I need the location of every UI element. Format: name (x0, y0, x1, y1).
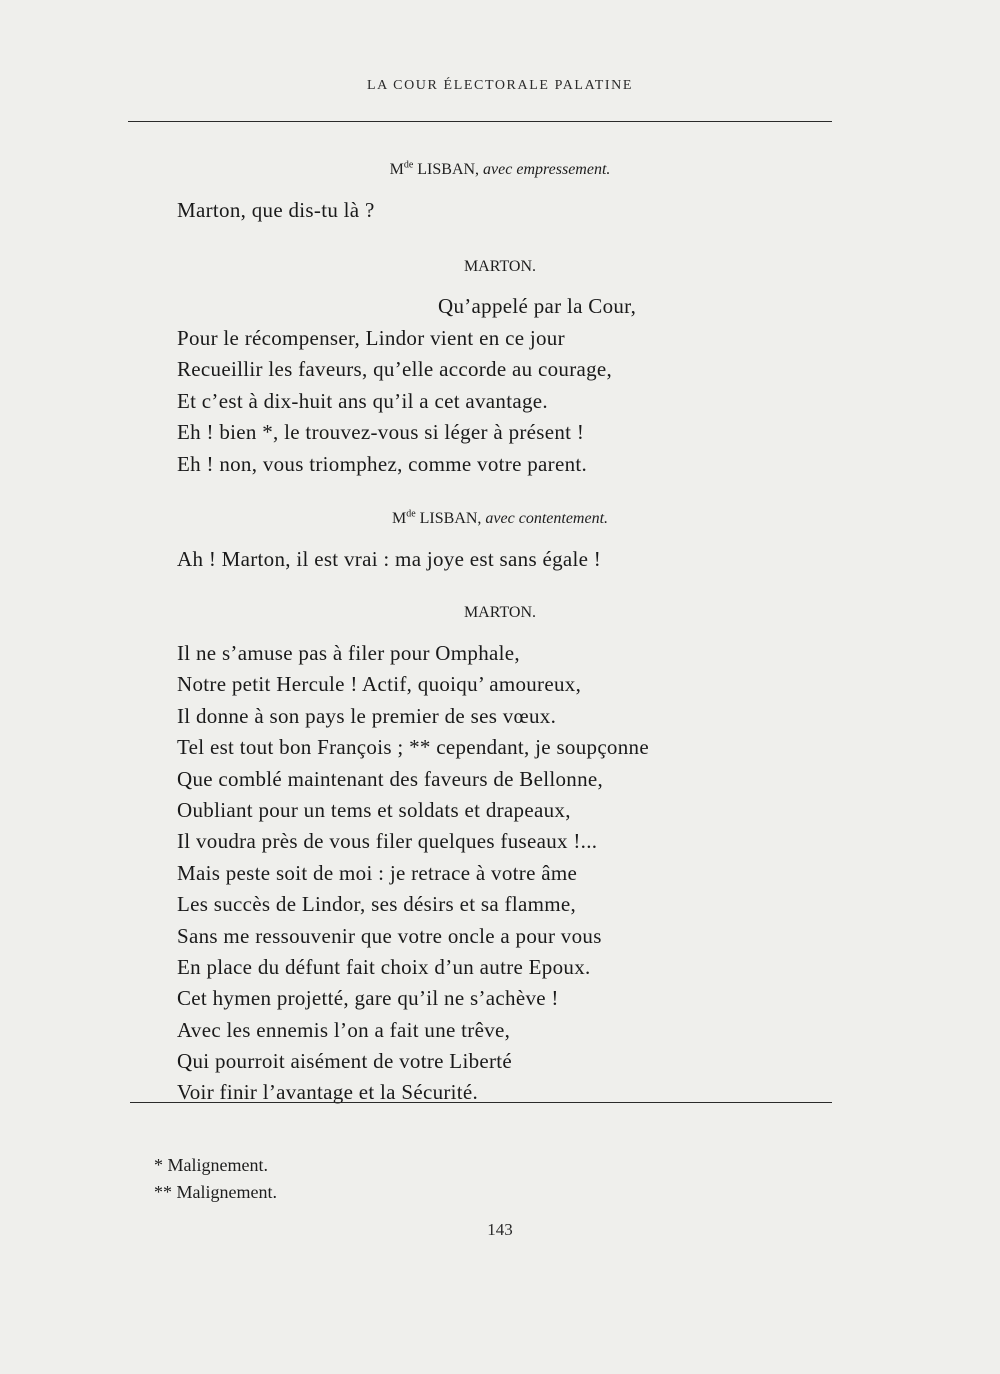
verse-line: Que comblé maintenant des faveurs de Bellonne, (177, 766, 604, 791)
verse-line: Voir finir l’avantage et la Sécurité. (177, 1080, 479, 1105)
verse-line: Pour le récompenser, Lindor vient en ce jour (177, 326, 565, 350)
verse-line: Recueillir les faveurs, qu’elle accorde au courage, (177, 357, 613, 382)
speaker-name: LISBAN, (419, 510, 482, 527)
verse-line: Avec les ennemis l’on a fait une trêve, (177, 1017, 511, 1042)
verse-line: Les succès de Lindor, ses désirs et sa flamme, (177, 892, 577, 917)
speaker-heading (0, 510, 1000, 528)
speaker-heading (0, 161, 1000, 179)
verse-line: Qui pourroit aisément de votre Liberté (177, 1049, 513, 1074)
page-number: 143 (487, 1220, 513, 1239)
footnotes (154, 1152, 277, 1206)
stage-direction: avec contentement. (485, 510, 609, 527)
verse-line: Oubliant pour un tems et soldats et drapeaux, (177, 797, 571, 822)
verse-line: En place du défunt fait choix d’un autre Epoux. (177, 954, 591, 979)
speaker-prefix-superscript: de (406, 508, 416, 520)
speaker-name: MARTON. (463, 604, 537, 621)
speaker-heading (0, 604, 1000, 622)
verse-line: Eh ! bien *, le trouvez-vous si léger à présent ! (177, 420, 585, 445)
verse-line: Il voudra près de vous filer quelques fuseaux !... (177, 829, 598, 854)
verse-line: Et c’est à dix-huit ans qu’il a cet avantage. (177, 388, 548, 413)
footnote: ** Malignement. (154, 1182, 277, 1202)
stage-direction: avec empressement. (483, 161, 611, 178)
speaker-name: LISBAN, (417, 161, 480, 178)
verse-line: Il ne s’amuse pas à filer pour Omphale, (177, 641, 520, 665)
speaker-prefix: M (391, 510, 407, 527)
verse-line: Marton, que dis-tu là ? (177, 198, 375, 222)
verse-block (177, 323, 612, 480)
speaker-name: MARTON. (463, 258, 537, 275)
verse-line: Tel est tout bon François ; ** cependant, je soupçonne (177, 735, 649, 760)
verse-line: Eh ! non, vous triomphez, comme votre parent. (177, 451, 588, 476)
header-rule (128, 121, 832, 122)
verse-line: Notre petit Hercule ! Actif, quoiqu’ amoureux, (177, 672, 582, 697)
speaker-prefix-superscript: de (403, 159, 414, 171)
verse-line: Il donne à son pays le premier de ses vœux. (177, 703, 557, 728)
verse-line: Mais peste soit de moi : je retrace à votre âme (177, 860, 578, 885)
verse-line: Cet hymen projetté, gare qu’il ne s’achève ! (177, 986, 559, 1011)
verse-block (177, 638, 649, 1109)
verse-line: Qu’appelé par la Cour, (438, 294, 637, 318)
speaker-prefix: M (389, 161, 404, 178)
running-head: LA COUR ÉLECTORALE PALATINE (366, 78, 634, 93)
footnote: * Malignement. (154, 1155, 268, 1175)
footnote-rule (130, 1102, 832, 1103)
speaker-heading (0, 258, 1000, 276)
verse-line: Sans me ressouvenir que votre oncle a pour vous (177, 923, 602, 948)
verse-line: Ah ! Marton, il est vrai : ma joye est sans égale ! (177, 547, 602, 571)
